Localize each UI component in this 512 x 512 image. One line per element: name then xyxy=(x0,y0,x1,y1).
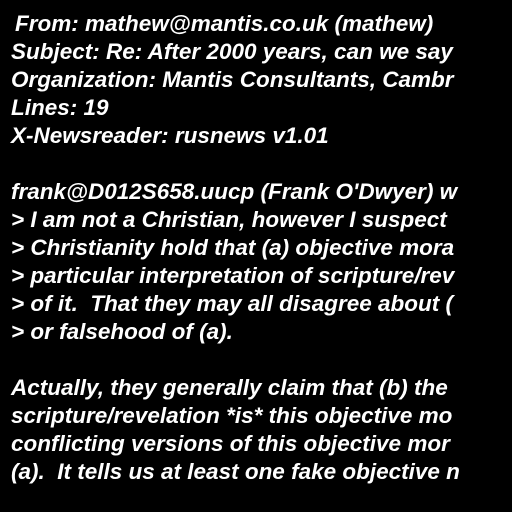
quoted-line: > Christianity hold that (a) objective mora xyxy=(11,235,455,260)
reply-line: conflicting versions of this objective mor xyxy=(11,431,450,456)
quoted-line: > I am not a Christian, however I suspect xyxy=(11,207,447,232)
reply-line: (a). It tells us at least one fake objective n xyxy=(11,459,460,484)
reply-line: Actually, they generally claim that (b) the xyxy=(11,375,448,400)
attribution-line: frank@D012S658.uucp (Frank O'Dwyer) w xyxy=(11,179,458,204)
header-newsreader: X-Newsreader: rusnews v1.01 xyxy=(11,123,329,148)
header-subject: Subject: Re: After 2000 years, can we say xyxy=(11,39,453,64)
reply-line: scripture/revelation *is* this objective mo xyxy=(11,403,453,428)
header-organization: Organization: Mantis Consultants, Cambr xyxy=(11,67,454,92)
quoted-line: > of it. That they may all disagree about ( xyxy=(11,291,453,316)
header-from: From: mathew@mantis.co.uk (mathew) xyxy=(15,11,434,36)
header-lines: Lines: 19 xyxy=(11,95,109,120)
quoted-line: > particular interpretation of scripture/rev xyxy=(11,263,455,288)
quoted-line: > or falsehood of (a). xyxy=(11,319,233,344)
